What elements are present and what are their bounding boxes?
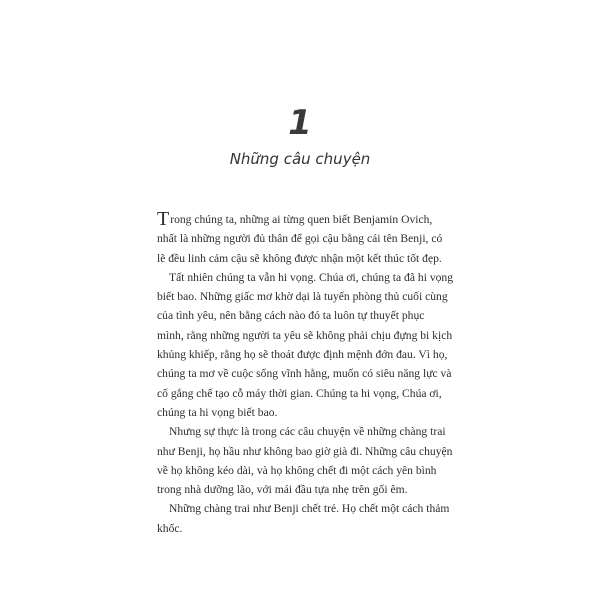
paragraph-1	[157, 208, 462, 268]
paragraph-line: chúng ta hi vọng biết bao.	[157, 405, 278, 419]
paragraph-line: khủng khiếp, rằng họ sẽ thoát được định mệnh đớn đau. Vì họ,	[157, 348, 448, 362]
paragraph-line: nhất là những người đủ thân để gọi cậu bằng cái tên Benji, có	[157, 232, 443, 246]
paragraph-line: Những chàng trai như Benji chết trẻ. Họ chết một cách thảm	[169, 502, 450, 516]
paragraph-2	[157, 268, 462, 422]
body-text	[157, 208, 462, 538]
paragraph-line	[157, 208, 462, 229]
paragraph-line: của tình yêu, nên bằng cách nào đó ta luôn tự thuyết phục	[157, 309, 425, 323]
paragraph-line: mình, rằng những người ta yêu sẽ không phải chịu đựng bi kịch	[157, 328, 453, 342]
paragraph-line-text: rong chúng ta, những ai từng quen biết Benjamin Ovich,	[170, 213, 433, 226]
paragraph-3	[157, 422, 462, 499]
chapter-number: 1	[288, 103, 312, 143]
paragraph-4	[157, 499, 462, 538]
paragraph-line: về họ không kéo dài, và họ không chết đi một cách yên bình	[157, 463, 437, 477]
paragraph-line: trong nhà dưỡng lão, với mái đầu tựa nhẹ trên gối êm.	[157, 483, 408, 497]
paragraph-line: chúng ta mơ về cuộc sống vĩnh hằng, muốn có siêu năng lực và	[157, 367, 452, 381]
paragraph-line: Nhưng sự thực là trong các câu chuyện về những chàng trai	[169, 425, 446, 439]
paragraph-line: khốc.	[157, 521, 183, 535]
paragraph-line: cố gắng chế tạo cỗ máy thời gian. Chúng ta hi vọng, Chúa ơi,	[157, 386, 442, 400]
paragraph-line: Tất nhiên chúng ta vẫn hi vọng. Chúa ơi, chúng ta đã hi vọng	[169, 270, 454, 284]
paragraph-line: như Benji, họ hầu như không bao giờ già đi. Những câu chuyện	[157, 444, 453, 458]
paragraph-line: lẽ đều linh cảm cậu sẽ không được nhận một kết thúc tốt đẹp.	[157, 251, 442, 265]
paragraph-line: biết bao. Những giấc mơ khờ dại là tuyến phòng thủ cuối cùng	[157, 290, 448, 304]
chapter-title: Những câu chuyện	[229, 150, 371, 168]
drop-cap: T	[157, 208, 170, 230]
